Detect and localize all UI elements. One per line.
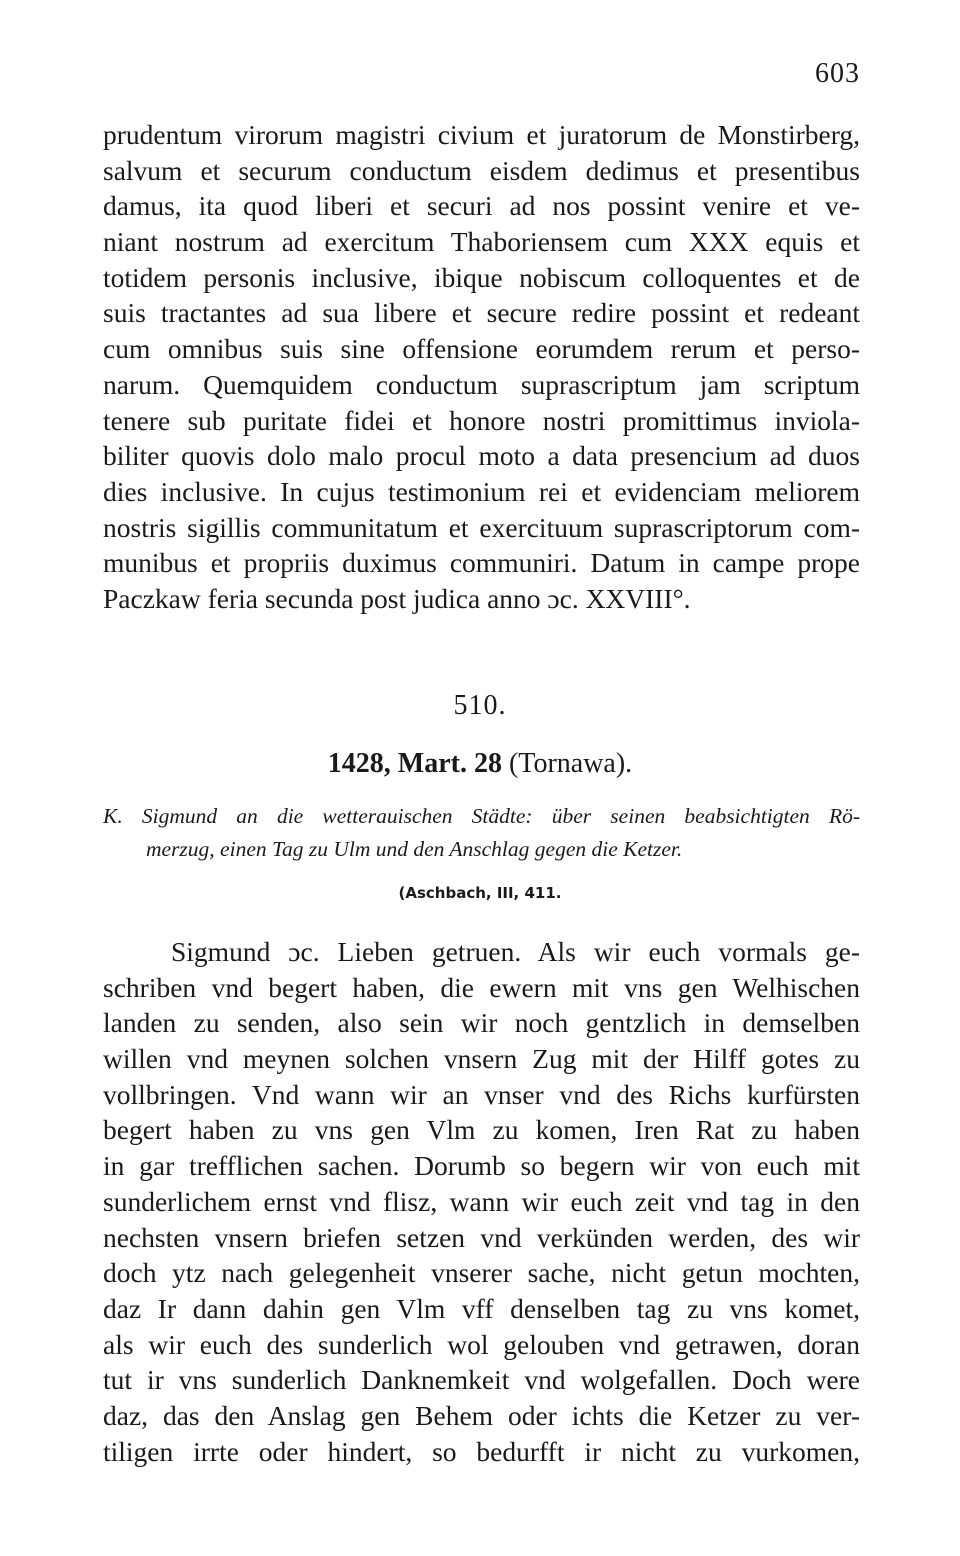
page-number: 603: [815, 58, 860, 89]
text-line: biliter quovis dolo malo procul moto a data presencium ad duos: [103, 440, 860, 472]
text-line: salvum et securum conductum eisdem dedimus et presentibus: [103, 154, 860, 186]
text-line: schriben vnd begert haben, die ewern mit vns gen Welhischen: [103, 971, 860, 1003]
text-line: munibus et propriis duximus communiri. Datum in campe prope: [103, 547, 860, 579]
text-line: Paczkaw feria secunda post judica anno ɔc. XXVIII°.: [103, 582, 691, 614]
text-line: in gar trefflichen sachen. Dorumb so begern wir von euch mit: [103, 1150, 860, 1182]
summary-line: K. Sigmund an die wetterauischen Städte: über seinen beabsichtigten Rö-: [103, 804, 860, 828]
source-reference: (Aschbach, III, 411.: [398, 884, 562, 902]
bottom-paragraph: [103, 934, 860, 1469]
text-line: cum omnibus suis sine offensione eorumdem rerum et perso-: [103, 333, 860, 365]
top-paragraph: [103, 117, 860, 617]
text-line: tenere sub puritate fidei et honore nostri promittimus inviola-: [103, 404, 860, 436]
text-line: prudentum virorum magistri civium et juratorum de Monstirberg,: [103, 119, 860, 150]
document-date: [0, 748, 960, 780]
text-line: Sigmund ɔc. Lieben getruen. Als wir euch vormals ge-: [171, 936, 860, 967]
text-line: landen zu senden, also sein wir noch gentzlich in demselben: [103, 1007, 860, 1039]
document-date-value: 1428, Mart. 28: [327, 748, 502, 779]
text-line: vollbringen. Vnd wann wir an vnser vnd des Richs kurfürsten: [103, 1078, 860, 1110]
text-line: begert haben zu vns gen Vlm zu komen, Iren Rat zu haben: [103, 1114, 860, 1146]
text-line: sunderlichem ernst vnd flisz, wann wir euch zeit vnd tag in den: [103, 1185, 860, 1217]
text-line: willen vnd meynen solchen vnsern Zug mit der Hilff gotes zu: [103, 1043, 860, 1075]
document-place: (Tornawa).: [508, 748, 633, 779]
document-number: 510.: [453, 690, 507, 721]
summary-line: merzug, einen Tag zu Ulm und den Anschlag gegen die Ketzer.: [146, 837, 683, 861]
text-line: totidem personis inclusive, ibique nobiscum colloquentes et de: [103, 261, 860, 293]
text-line: nostris sigillis communitatum et exercituum suprascriptorum com-: [103, 511, 860, 543]
text-line: tut ir vns sunderlich Danknemkeit vnd wolgefallen. Doch were: [103, 1364, 860, 1396]
text-line: nechsten vnsern briefen setzen vnd verkünden werden, des wir: [103, 1221, 860, 1253]
text-line: suis tractantes ad sua libere et secure redire possint et redeant: [103, 297, 860, 329]
text-line: dies inclusive. In cujus testimonium rei et evidenciam meliorem: [103, 475, 860, 507]
document-summary: [103, 800, 860, 866]
text-line: niant nostrum ad exercitum Thaboriensem cum XXX equis et: [103, 226, 860, 258]
text-line: narum. Quemquidem conductum suprascriptum jam scriptum: [103, 368, 860, 400]
text-line: daz, das den Anslag gen Behem oder ichts die Ketzer zu ver-: [103, 1399, 860, 1431]
text-line: tiligen irrte oder hindert, so bedurfft ir nicht zu vurkomen,: [103, 1435, 860, 1467]
text-line: daz Ir dann dahin gen Vlm vff denselben tag zu vns komet,: [103, 1292, 860, 1324]
text-line: damus, ita quod liberi et securi ad nos possint venire et ve-: [103, 190, 860, 222]
text-line: doch ytz nach gelegenheit vnserer sache, nicht getun mochten,: [103, 1257, 860, 1289]
text-line: als wir euch des sunderlich wol gelouben vnd getrawen, doran: [103, 1328, 860, 1360]
